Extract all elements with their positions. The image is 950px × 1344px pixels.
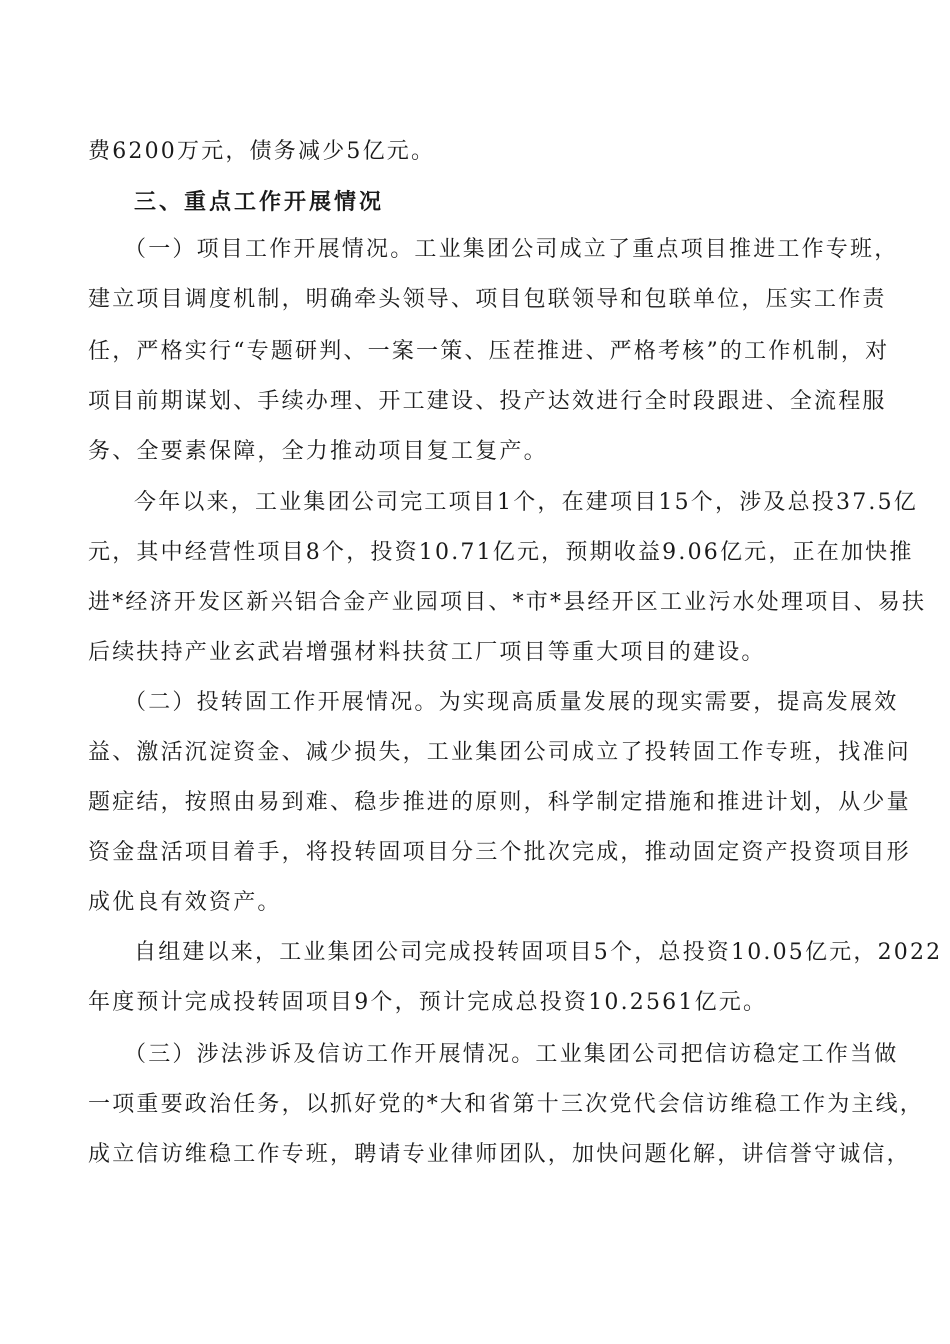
paragraph-line: （一）项目工作开展情况。工业集团公司成立了重点项目推进工作专班，	[124, 237, 899, 262]
paragraph-line: 年度预计完成投转固项目9个，预计完成总投资10.2561亿元。	[88, 990, 768, 1015]
paragraph-line: 进*经济开发区新兴铝合金产业园项目、*市*县经开区工业污水处理项目、易扶	[88, 590, 927, 615]
paragraph-line: 一项重要政治任务，以抓好党的*大和省第十三次党代会信访维稳工作为主线，	[88, 1092, 925, 1117]
paragraph-line: 后续扶持产业玄武岩增强材料扶贫工厂项目等重大项目的建设。	[88, 640, 766, 665]
paragraph-line: 建立项目调度机制，明确牵头领导、项目包联领导和包联单位，压实工作责	[88, 287, 887, 312]
paragraph-line: 务、全要素保障，全力推动项目复工复产。	[88, 439, 548, 464]
paragraph-line: 任，严格实行“专题研判、一案一策、压茬推进、严格考核”的工作机制，对	[88, 339, 890, 364]
paragraph-line: （二）投转固工作开展情况。为实现高质量发展的现实需要，提高发展效	[124, 690, 899, 715]
paragraph-line: 益、激活沉淀资金、减少损失，工业集团公司成立了投转固工作专班，找准问	[88, 740, 911, 765]
paragraph-line: 元，其中经营性项目8个，投资10.71亿元，预期收益9.06亿元，正在加快推	[88, 540, 914, 565]
paragraph-line: 成立信访维稳工作专班，聘请专业律师团队，加快问题化解，讲信誉守诚信，	[88, 1142, 911, 1167]
paragraph-line: 项目前期谋划、手续办理、开工建设、投产达效进行全时段跟进、全流程服	[88, 389, 887, 414]
section-heading: 三、重点工作开展情况	[134, 189, 385, 215]
paragraph-line: 今年以来，工业集团公司完工项目1个，在建项目15个，涉及总投37.5亿	[134, 490, 918, 515]
paragraph-line: （三）涉法涉诉及信访工作开展情况。工业集团公司把信访稳定工作当做	[124, 1042, 899, 1067]
text-line: 费6200万元，债务减少5亿元。	[88, 139, 436, 164]
paragraph-line: 自组建以来，工业集团公司完成投转固项目5个，总投资10.05亿元，2022	[134, 940, 943, 965]
paragraph-line: 成优良有效资产。	[88, 890, 282, 915]
paragraph-line: 题症结，按照由易到难、稳步推进的原则，科学制定措施和推进计划，从少量	[88, 790, 911, 815]
paragraph-line: 资金盘活项目着手，将投转固项目分三个批次完成，推动固定资产投资项目形	[88, 840, 911, 865]
